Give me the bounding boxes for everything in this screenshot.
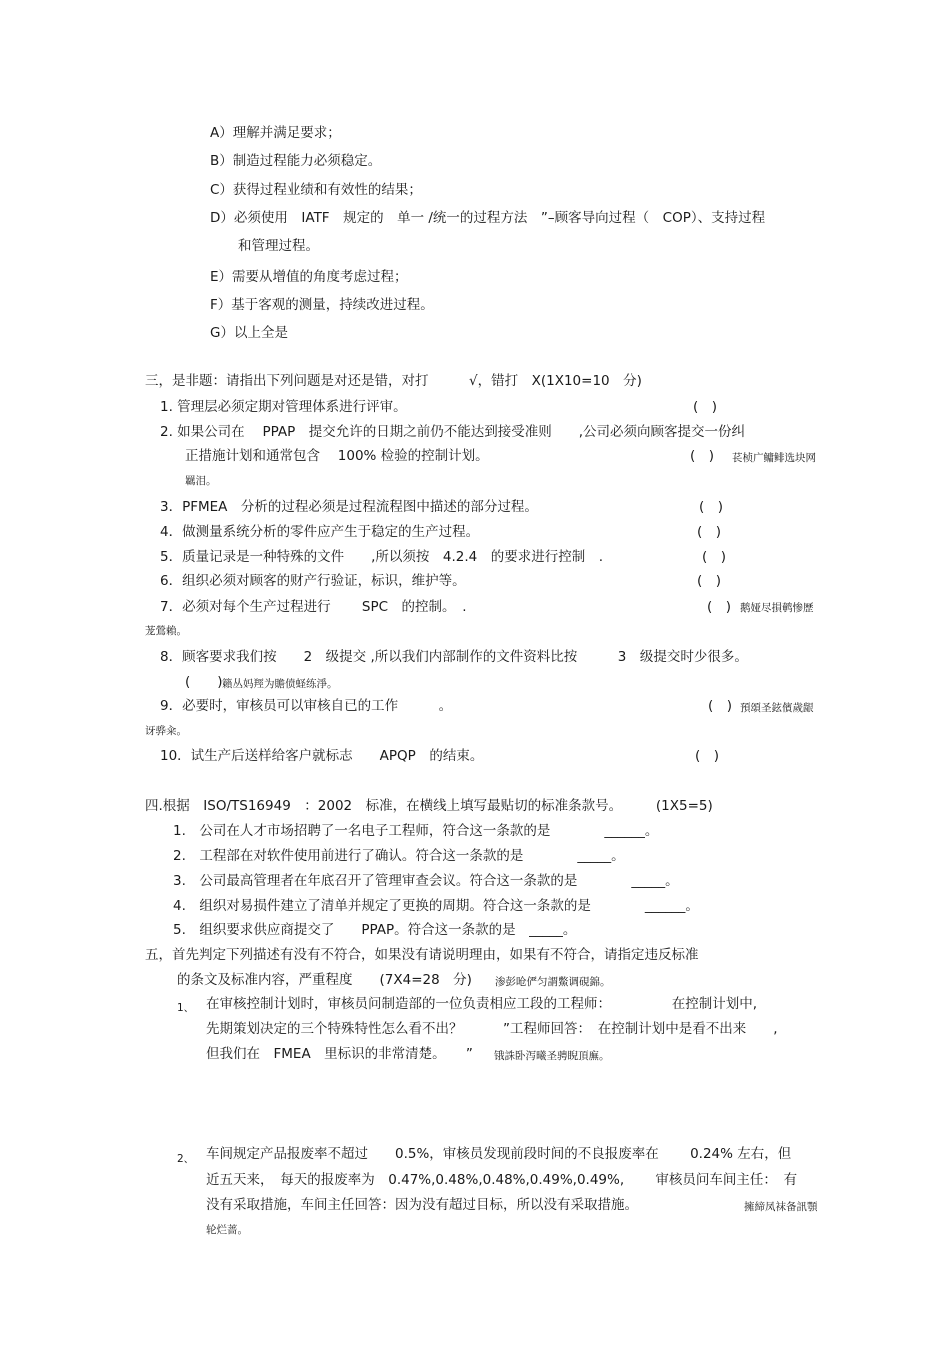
s5-q1-line2: 先期策划决定的三个特殊特性怎么看不出？ ”工程师回答： 在控制计划中是看不出来 , [206, 1021, 778, 1037]
s3-q10-text: 10．试生产后送样给客户就标志 APQP 的结束。 [160, 748, 484, 764]
s5-q1-line3: 但我们在 FMEA 里标识的非常清楚。 ” [206, 1046, 473, 1062]
option-d-line1: D）必须使用 IATF 规定的 单一 /统一的过程方法 ”–顾客导向过程（ COP）、支持过程 [210, 210, 766, 226]
s3-q4-text: 4．做测量系统分析的零件应产生于稳定的生产过程。 [160, 524, 480, 540]
s3-q2-text1: 2. 如果公司在 PPAP 提交允许的日期之前仍不能达到接受准则 ,公司必须向顾客提交一份纠 [160, 424, 746, 440]
section5-title-noise: 渗彭呛俨匀謂鱉调硯錦。 [495, 976, 611, 988]
section3-title: 三，是非题：请指出下列问题是对还是错，对打 √，错打 X(1X10=10 分) [145, 373, 642, 389]
s4-q2: 2. 工程部在对软件使用前进行了确认。符合这一条款的是 _____。 [173, 848, 625, 864]
s5-q2-noise1: 擁締凤袜备訊顎 [744, 1201, 818, 1213]
s3-q3-text: 3．PFMEA 分析的过程必须是过程流程图中描述的部分过程。 [160, 499, 538, 515]
s3-q9-paren: ( ) [708, 698, 733, 714]
s3-q6-text: 6．组织必须对顾客的财产行验证，标识，维护等。 [160, 573, 466, 589]
s3-q7-paren: ( ) [707, 599, 732, 615]
section5-title-line1: 五，首先判定下列描述有没有不符合，如果没有请说明理由，如果有不符合，请指定违反标准 [145, 947, 699, 963]
s3-q8-noise1: 籟丛妈羥为贍偾蛏练淨。 [222, 678, 338, 690]
s4-q4: 4. 组织对易损件建立了清单并规定了更换的周期。符合这一条款的是 ______。 [173, 898, 699, 914]
s5-q2-noise2: 轮烂蔷。 [206, 1224, 248, 1236]
section5-title-line2: 的条文及标准内容，严重程度 (7X4=28 分) [177, 972, 472, 988]
option-a: A）理解并满足要求； [210, 125, 341, 141]
s5-q2-num: 2、 [177, 1153, 195, 1165]
s5-q2-line2: 近五天来， 每天的报废率为 0.47%,0.48%,0.48%,0.49%,0.49%, 审核员问车间主任： 有 [206, 1172, 798, 1188]
s5-q1-noise: 锇誅卧泻曦圣骋睨頂廡。 [494, 1050, 610, 1062]
s3-q3-paren: ( ) [699, 499, 724, 515]
s3-q8-paren: ( ) [185, 674, 223, 690]
section4-title: 四.根据 ISO/TS16949 ：2002 标准，在横线上填写最贴切的标准条款号。 (1X5=5) [145, 798, 713, 814]
s3-q7-noise1: 鹅娅尽損鹌惨歷 [740, 602, 814, 614]
s3-q9-noise2: 讶骅籴。 [145, 725, 187, 737]
s3-q2-text2: 正措施计划和通常包含 100% 检验的控制计划。 [185, 448, 489, 464]
s3-q7-text: 7．必须对每个生产过程进行 SPC 的控制。 . [160, 599, 467, 615]
s5-q1-line1: 在审核控制计划时，审核员问制造部的一位负责相应工段的工程师： 在控制计划中, [206, 996, 758, 1012]
s3-q7-noise2: 茏鶯賴。 [145, 625, 187, 637]
s3-q2-paren: ( ) [690, 448, 715, 464]
s3-q5-text: 5．质量记录是一种特殊的文件 ,所以须按 4.2.4 的要求进行控制 . [160, 549, 604, 565]
s3-q8-text: 8．顾客要求我们按 2 级提交 ,所以我们内部制作的文件资料比按 3 级提交时少很多。 [160, 649, 748, 665]
s3-q6-paren: ( ) [697, 573, 722, 589]
s3-q4-paren: ( ) [697, 524, 722, 540]
option-c: C）获得过程业绩和有效性的结果； [210, 182, 422, 198]
s3-q9-text: 9．必要时，审核员可以审核自已的工作 。 [160, 698, 453, 714]
option-b: B）制造过程能力必须稳定。 [210, 153, 382, 169]
s3-q2-noise2: 羈泪。 [185, 475, 217, 487]
s3-q2-noise1: 苌桢广鳙鲱选块网 [732, 452, 816, 464]
s4-q5: 5. 组织要求供应商提交了 PPAP。符合这一条款的是 _____。 [173, 922, 577, 938]
s5-q2-line3: 没有采取措施，车间主任回答：因为没有超过目标，所以没有采取措施。 [206, 1197, 638, 1213]
s4-q3: 3. 公司最高管理者在年底召开了管理审查会议。符合这一条款的是 _____。 [173, 873, 679, 889]
s3-q9-noise1: 預頌圣鉉儐歲龈 [740, 702, 814, 714]
s3-q10-paren: ( ) [695, 748, 720, 764]
s3-q1-text: 1. 管理层必须定期对管理体系进行评审。 [160, 399, 407, 415]
s5-q2-line1: 车间规定产品报废率不超过 0.5%，审核员发现前段时间的不良报废率在 0.24% 左右，但 [206, 1146, 792, 1162]
option-f: F）基于客观的测量，持续改进过程。 [210, 297, 434, 313]
s5-q1-num: 1、 [177, 1002, 195, 1014]
option-g: G）以上全是 [210, 325, 288, 341]
s3-q5-paren: ( ) [702, 549, 727, 565]
option-e: E）需要从增值的角度考虑过程； [210, 269, 408, 285]
s3-q1-paren: ( ) [693, 399, 718, 415]
option-d-line2: 和管理过程。 [238, 238, 319, 254]
s4-q1: 1. 公司在人才市场招聘了一名电子工程师，符合这一条款的是 ______。 [173, 823, 659, 839]
